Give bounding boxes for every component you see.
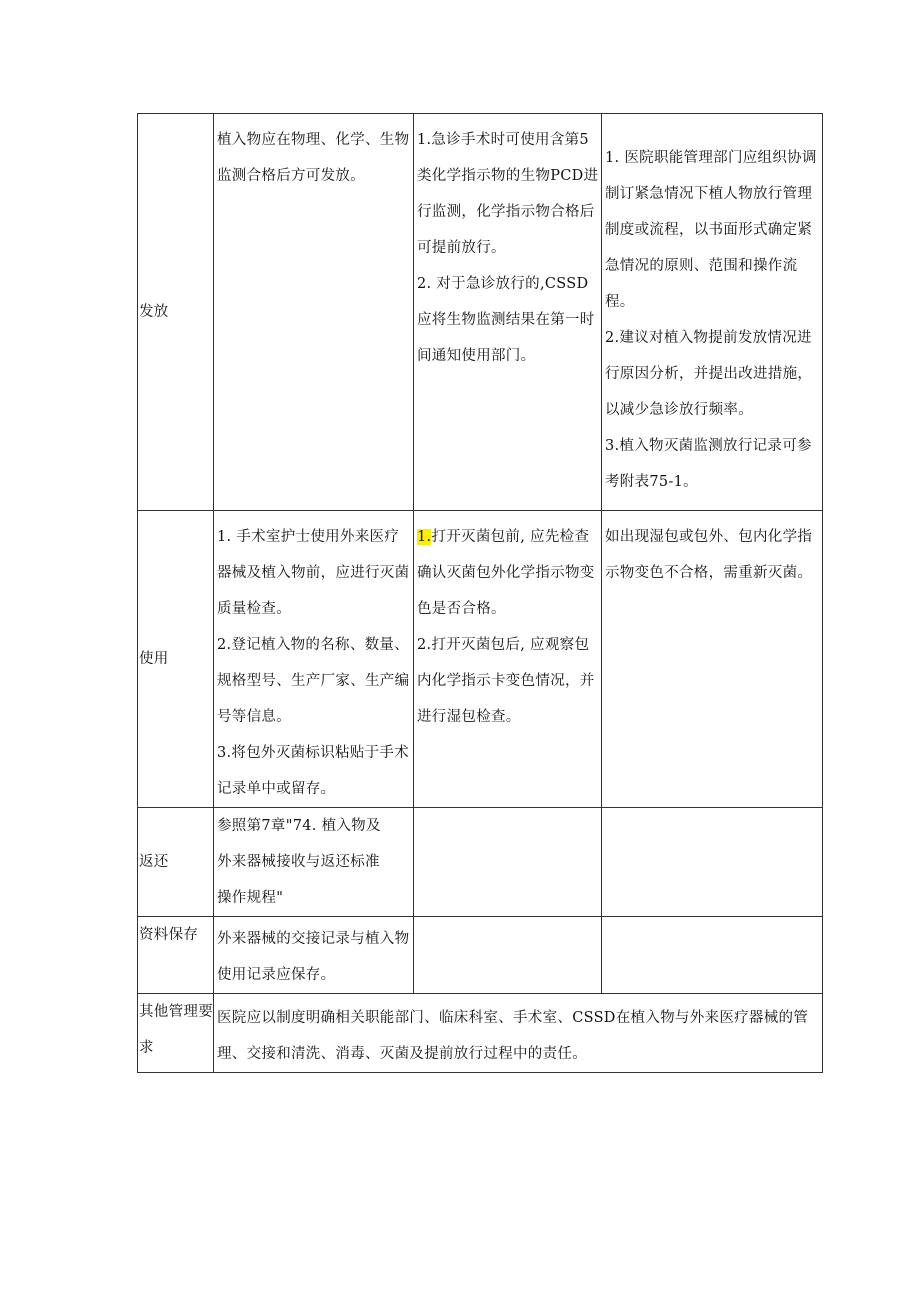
records-col1-text: 外来器械的交接记录与植入物使用记录应保存。 (217, 931, 410, 983)
return-col3 (602, 808, 823, 917)
return-col1 (214, 808, 414, 917)
table-row-return (138, 808, 823, 917)
return-label: 返还 (138, 808, 214, 917)
release-col2 (414, 114, 602, 511)
use-col2 (414, 511, 602, 808)
use-col1-item-2: 2.登记植入物的名称、数量、规格型号、生产厂家、生产编号等信息。 (217, 637, 410, 725)
use-col3-text: 如出现湿包或包外、包内化学指示物变色不合格，需重新灭菌。 (605, 529, 813, 581)
records-col2 (414, 917, 602, 994)
records-col3 (602, 917, 823, 994)
records-label: 资料保存 (138, 917, 214, 994)
release-col1 (214, 114, 414, 511)
release-label: 发放 (138, 114, 214, 511)
procedure-table (137, 113, 823, 1073)
table-row-records (138, 917, 823, 994)
release-col2-item-1: 1.急诊手术时可使用含第5类化学指示物的生物PCD进行监测，化学指示物合格后可提前放行。 (417, 132, 599, 256)
release-col2-item-2: 2. 对于急诊放行的,CSSD应将生物监测结果在第一时间通知使用部门。 (417, 276, 595, 364)
use-col1-item-3: 3.将包外灭菌标识粘贴于手术记录单中或留存。 (217, 745, 410, 797)
return-col2 (414, 808, 602, 917)
release-col3-item-3: 3.植入物灭菌监测放行记录可参考附表75-1。 (605, 438, 812, 490)
other-content (214, 994, 823, 1073)
use-label: 使用 (138, 511, 214, 808)
other-content-text: 医院应以制度明确相关职能部门、临床科室、手术室、CSSD在植入物与外来医疗器械的管理、交接和清洗、消毒、灭菌及提前放行过程中的责任。 (217, 1010, 809, 1062)
use-col1-item-1: 1. 手术室护士使用外来医疗器械及植入物前，应进行灭菌质量检查。 (217, 529, 410, 617)
use-col3 (602, 511, 823, 808)
use-col1 (214, 511, 414, 808)
release-col3-item-2: 2.建议对植入物提前发放情况进行原因分析，并提出改进措施，以减少急诊放行频率。 (605, 330, 813, 418)
use-col2-item-1 (417, 519, 599, 627)
release-col3 (602, 114, 823, 511)
table-row-release (138, 114, 823, 511)
table-row-other (138, 994, 823, 1073)
highlight-mark: 1. (417, 529, 432, 545)
records-col1 (214, 917, 414, 994)
release-col3-item-1: 1. 医院职能管理部门应组织协调制订紧急情况下植人物放行管理制度或流程，以书面形式确定紧急情况的原则、范围和操作流程。 (605, 150, 817, 310)
release-col1-text: 植入物应在物理、化学、生物监测合格后方可发放。 (217, 132, 410, 184)
use-col2-item-2: 2.打开灭菌包后, 应观察包内化学指示卡变色情况，并进行湿包检查。 (417, 637, 595, 725)
other-label: 其他管理要求 (138, 994, 214, 1073)
table-row-use (138, 511, 823, 808)
return-col1-text: 参照第7章"74. 植入物及外来器械接收与返还标准操作规程" (217, 818, 381, 906)
use-col2-item-1-text: 打开灭菌包前, 应先检查确认灭菌包外化学指示物变色是否合格。 (417, 529, 595, 617)
